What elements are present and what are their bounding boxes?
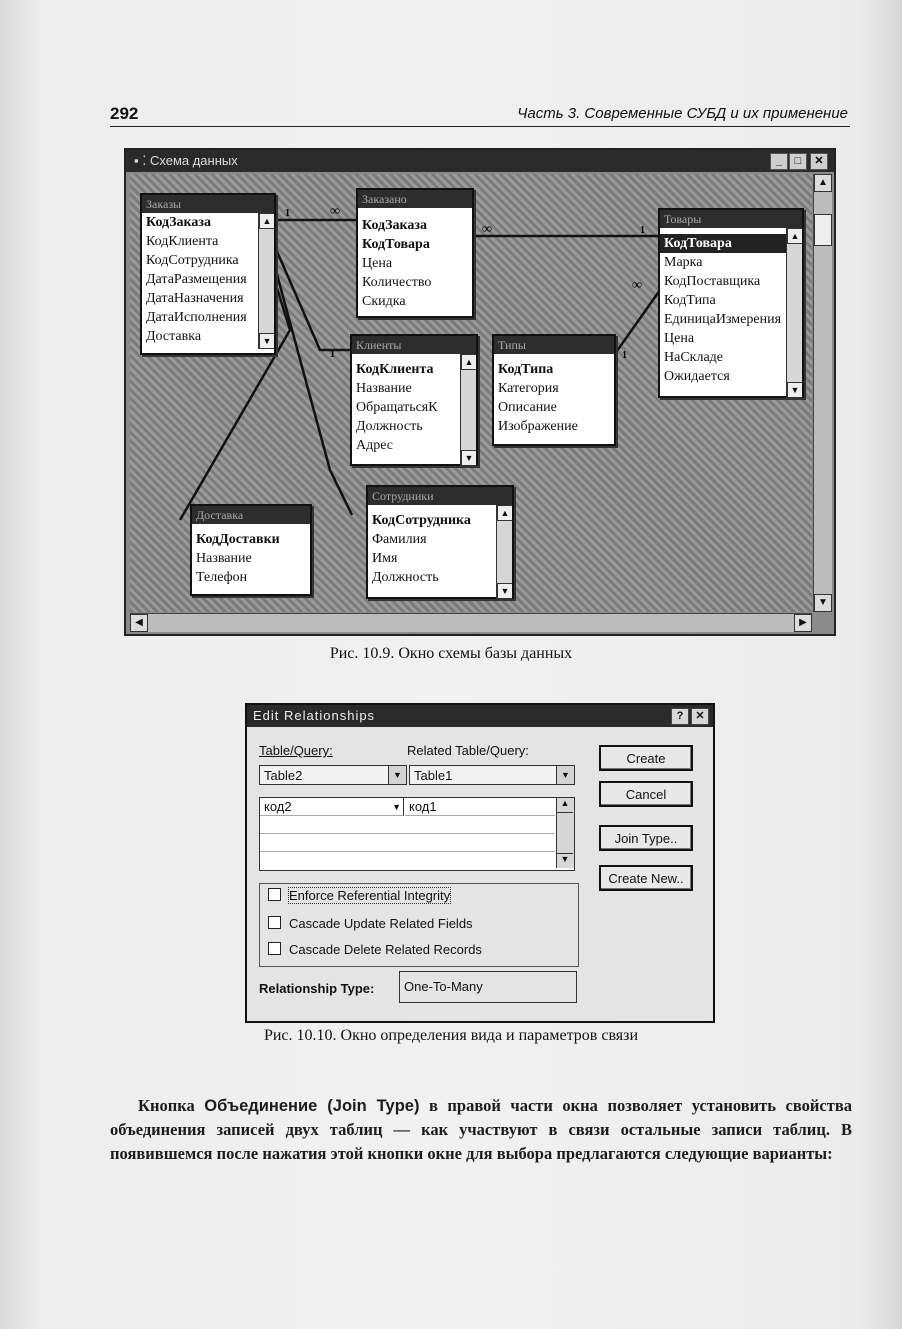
- scroll-down-icon[interactable]: ▼: [787, 382, 802, 398]
- field-item[interactable]: ОбращатьсяК: [356, 400, 438, 415]
- help-icon[interactable]: ?: [671, 708, 689, 725]
- schema-window-title: Схема данных: [149, 153, 238, 168]
- table-query-select[interactable]: [259, 765, 407, 785]
- field-item[interactable]: Количество: [362, 275, 432, 290]
- table-products-title: Товары: [660, 210, 802, 228]
- field-mapping-grid[interactable]: [259, 797, 575, 871]
- scroll-down-icon[interactable]: ▼: [461, 450, 476, 466]
- field-item[interactable]: Имя: [372, 551, 398, 566]
- related-table-value: Table1: [414, 768, 453, 783]
- field-item[interactable]: Марка: [664, 255, 703, 270]
- cascade-update-checkbox[interactable]: [268, 916, 473, 931]
- field-item[interactable]: Фамилия: [372, 532, 427, 547]
- field-item[interactable]: Описание: [498, 400, 557, 415]
- edit-relationships-dialog: [245, 703, 715, 1023]
- cascade-delete-label: Cascade Delete Related Records: [289, 942, 482, 957]
- table-orders[interactable]: [140, 193, 276, 355]
- page-number: 292: [110, 104, 139, 123]
- field-item[interactable]: КодКлиента: [356, 362, 434, 377]
- minimize-icon[interactable]: _: [770, 153, 788, 170]
- field-item[interactable]: КодСотрудника: [146, 253, 239, 268]
- table-query-label: Table/Query:: [259, 743, 333, 758]
- relation-one-label: 1: [285, 208, 290, 219]
- scroll-up-icon[interactable]: ▲: [497, 505, 512, 521]
- scroll-up-icon[interactable]: ▲: [259, 213, 274, 229]
- relation-one-label: 1: [640, 225, 645, 236]
- close-icon[interactable]: ✕: [691, 708, 709, 725]
- field-item[interactable]: КодТипа: [664, 293, 716, 308]
- scroll-right-icon[interactable]: ▶: [794, 614, 812, 632]
- window-menu-icon[interactable]: ▪ ⁚: [134, 153, 150, 168]
- field-right-value: код1: [409, 799, 437, 814]
- field-item[interactable]: КодДоставки: [196, 532, 280, 547]
- scroll-up-icon[interactable]: ▲: [557, 798, 573, 813]
- table-employees-title: Сотрудники: [368, 487, 512, 505]
- relationship-type-field: [399, 971, 577, 1003]
- relation-many-label: ∞: [482, 222, 492, 237]
- field-item[interactable]: Цена: [664, 331, 695, 346]
- table-scrollbar[interactable]: [460, 354, 476, 466]
- chapter-title: Часть 3. Современные СУБД и их применение: [517, 105, 848, 122]
- scroll-down-icon[interactable]: ▼: [557, 853, 573, 868]
- table-customers-title: Клиенты: [352, 336, 476, 354]
- relation-one-label: 1: [622, 350, 627, 361]
- integrity-options: [259, 883, 579, 967]
- field-item[interactable]: Ожидается: [664, 369, 730, 384]
- field-item[interactable]: Категория: [498, 381, 559, 396]
- paragraph-text-start: Кнопка: [138, 1096, 205, 1115]
- field-item[interactable]: Изображение: [498, 419, 578, 434]
- enforce-integrity-label: Enforce Referential Integrity: [289, 888, 451, 903]
- field-right-cell[interactable]: [405, 798, 555, 816]
- field-item[interactable]: КодПоставщика: [664, 274, 761, 289]
- field-item[interactable]: Должность: [372, 570, 439, 585]
- field-item[interactable]: КодСотрудника: [372, 513, 471, 528]
- scroll-left-icon[interactable]: ◀: [130, 614, 148, 632]
- table-types[interactable]: [492, 334, 616, 446]
- relationship-type-value: One-To-Many: [404, 979, 483, 994]
- field-item[interactable]: ДатаРазмещения: [146, 272, 247, 287]
- table-scrollbar[interactable]: [258, 213, 274, 349]
- field-item[interactable]: Название: [196, 551, 252, 566]
- cascade-update-label: Cascade Update Related Fields: [289, 916, 473, 931]
- field-left-value: код2: [264, 799, 292, 814]
- field-item[interactable]: Доставка: [146, 329, 202, 344]
- field-item[interactable]: КодТовара: [660, 234, 802, 253]
- table-query-value: Table2: [264, 768, 303, 783]
- relation-many-label: ∞: [330, 204, 340, 219]
- cascade-delete-checkbox[interactable]: [268, 942, 482, 957]
- grid-empty-row[interactable]: [260, 816, 555, 834]
- related-table-query-label: Related Table/Query:: [407, 743, 529, 758]
- join-type-button[interactable]: Join Type..: [599, 825, 693, 851]
- field-item[interactable]: ЕдиницаИзмерения: [664, 312, 782, 327]
- relationship-type-label: Relationship Type:: [259, 981, 375, 996]
- table-scrollbar[interactable]: [786, 228, 802, 398]
- field-item[interactable]: КодЗаказа: [362, 218, 428, 233]
- create-new-button[interactable]: Create New..: [599, 865, 693, 891]
- maximize-icon[interactable]: □: [789, 153, 807, 170]
- paragraph-text-rest: в правой части окна позволяет установить свойства объединения записей двух таблиц — как участвуют в связи остальные записи таблиц. В появившемся после нажатия этой кнопки окне для выбора предлагаются следующие варианты:: [110, 1096, 852, 1163]
- field-item[interactable]: Адрес: [356, 438, 394, 453]
- chevron-down-icon[interactable]: ▼: [556, 766, 574, 784]
- figure-caption-1: Рис. 10.9. Окно схемы базы данных: [329, 645, 573, 662]
- paragraph-term: Объединение (Join Type): [204, 1097, 420, 1115]
- dialog-title: Edit Relationships: [247, 705, 713, 727]
- figure-caption-2: Рис. 10.10. Окно определения вида и параметров связи: [263, 1027, 639, 1044]
- scroll-down-icon[interactable]: ▼: [497, 583, 512, 599]
- close-icon[interactable]: ✕: [810, 153, 828, 170]
- table-types-title: Типы: [494, 336, 614, 354]
- cancel-button[interactable]: Cancel: [599, 781, 693, 807]
- table-shippers-title: Доставка: [192, 506, 310, 524]
- field-item[interactable]: Скидка: [362, 294, 406, 309]
- checkbox-icon[interactable]: [268, 916, 281, 929]
- field-item[interactable]: Телефон: [196, 570, 248, 585]
- chevron-down-icon[interactable]: ▼: [388, 766, 406, 784]
- table-products[interactable]: [658, 208, 804, 398]
- field-item[interactable]: Название: [356, 381, 412, 396]
- table-scrollbar[interactable]: [496, 505, 512, 599]
- enforce-integrity-checkbox[interactable]: [268, 888, 450, 903]
- grid-empty-row[interactable]: [260, 834, 555, 852]
- field-item[interactable]: Цена: [362, 256, 393, 271]
- scroll-up-icon[interactable]: ▲: [461, 354, 476, 370]
- field-item[interactable]: КодКлиента: [146, 234, 219, 249]
- table-orders-title: Заказы: [142, 195, 274, 213]
- table-employees[interactable]: [366, 485, 514, 599]
- field-item[interactable]: ДатаИсполнения: [146, 310, 247, 325]
- related-table-select[interactable]: [409, 765, 575, 785]
- body-paragraph: [110, 1094, 852, 1166]
- create-button[interactable]: Create: [599, 745, 693, 771]
- field-item[interactable]: ДатаНазначения: [146, 291, 244, 306]
- field-left-cell[interactable]: [260, 798, 404, 816]
- scroll-up-icon[interactable]: ▲: [814, 174, 832, 192]
- field-item[interactable]: Должность: [356, 419, 423, 434]
- scroll-down-icon[interactable]: ▼: [814, 594, 832, 612]
- field-item[interactable]: КодТовара: [362, 237, 430, 252]
- table-order-details[interactable]: [356, 188, 474, 318]
- chevron-down-icon[interactable]: ▼: [392, 802, 401, 812]
- scroll-down-icon[interactable]: ▼: [259, 333, 274, 349]
- field-item[interactable]: НаСкладе: [664, 350, 724, 365]
- field-item[interactable]: КодЗаказа: [146, 215, 212, 230]
- scroll-up-icon[interactable]: ▲: [787, 228, 802, 244]
- table-shippers[interactable]: [190, 504, 312, 596]
- relation-many-label: ∞: [632, 278, 642, 293]
- checkbox-icon[interactable]: [268, 888, 281, 901]
- relation-one-label: 1: [330, 349, 335, 360]
- table-order-details-title: Заказано: [358, 190, 472, 208]
- checkbox-icon[interactable]: [268, 942, 281, 955]
- grid-scrollbar[interactable]: [556, 798, 574, 868]
- table-customers[interactable]: [350, 334, 478, 466]
- field-item[interactable]: КодТипа: [498, 362, 554, 377]
